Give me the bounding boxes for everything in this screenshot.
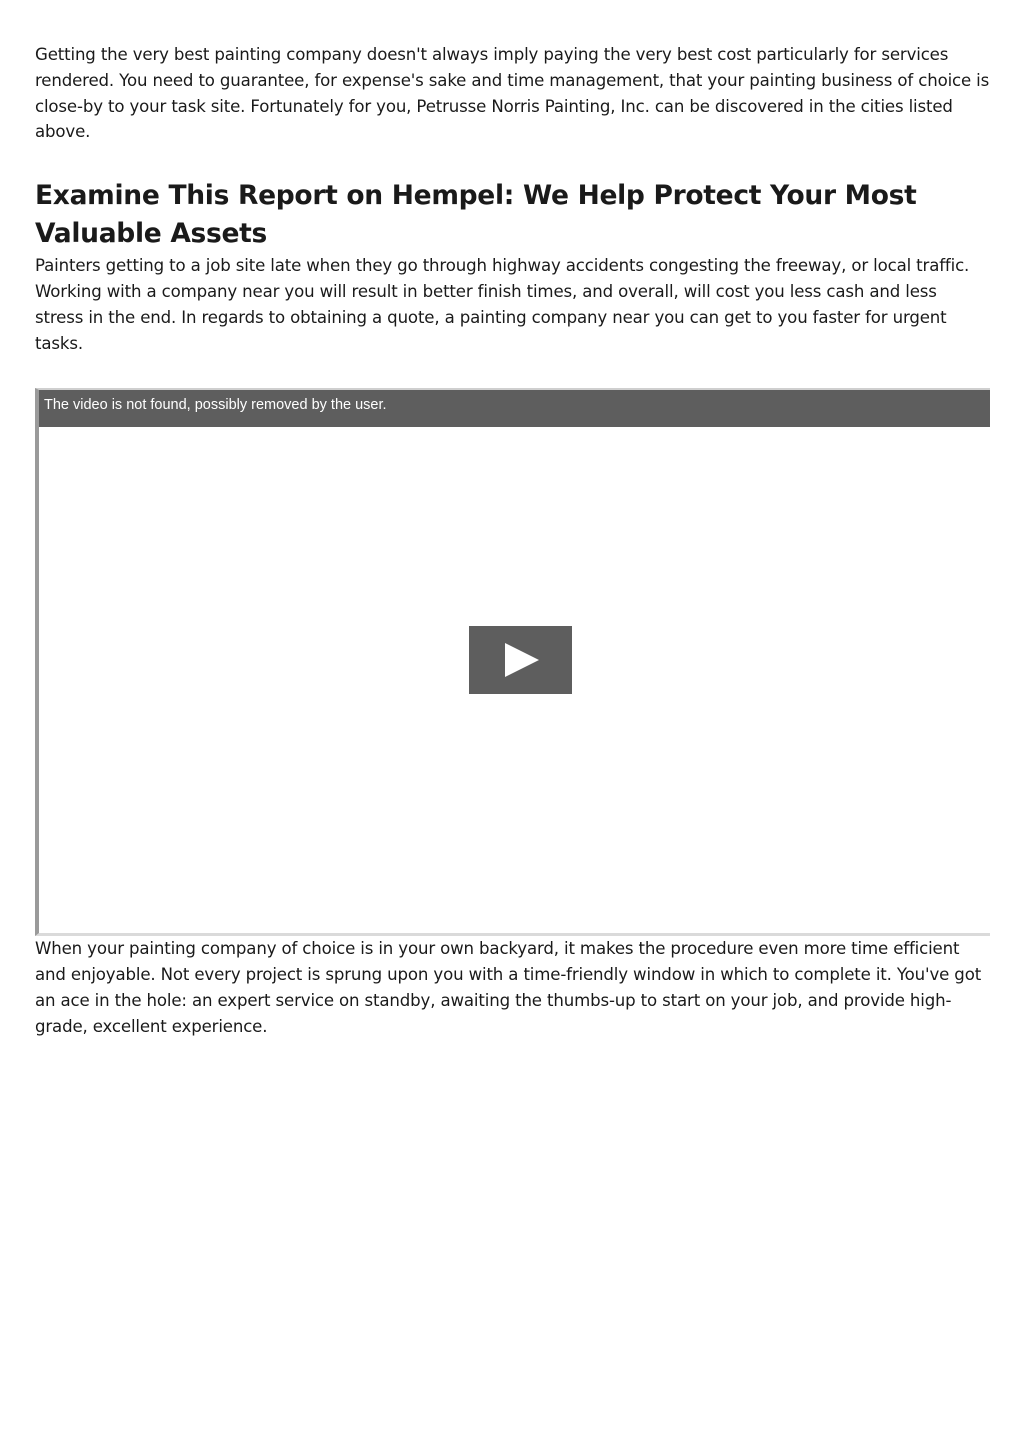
article-content <box>35 42 990 1040</box>
play-icon <box>469 626 572 694</box>
video-error-message: The video is not found, possibly removed by the user. <box>39 390 990 427</box>
intro-paragraph: Getting the very best painting company doesn't always imply paying the very best cost particularly for services rendered. You need to guarantee, for expense's sake and time management, that your painting business of choice is close-by to your task site. Fortunately for you, Petrusse Norris Painting, Inc. can be discovered in the cities listed above. <box>35 45 990 142</box>
body-paragraph-2: Painters getting to a job site late when they go through highway accidents congesting the freeway, or local traffic. Working with a company near you will result in better finish times, and overall, will cost you less cash and less stress in the end. In regards to obtaining a quote, a painting company near you can get to you faster for urgent tasks. <box>35 256 970 353</box>
section-heading: Examine This Report on Hempel: We Help Protect Your Most Valuable Assets <box>35 180 917 250</box>
play-button[interactable] <box>469 626 572 694</box>
video-embed[interactable] <box>35 388 990 936</box>
body-paragraph-3: When your painting company of choice is in your own backyard, it makes the procedure even more time efficient and enjoyable. Not every project is sprung upon you with a time-friendly window in which to complete it. You've got an ace in the hole: an expert service on standby, awaiting the thumbs-up to start on your job, and provide high-grade, excellent experience. <box>35 939 982 1036</box>
